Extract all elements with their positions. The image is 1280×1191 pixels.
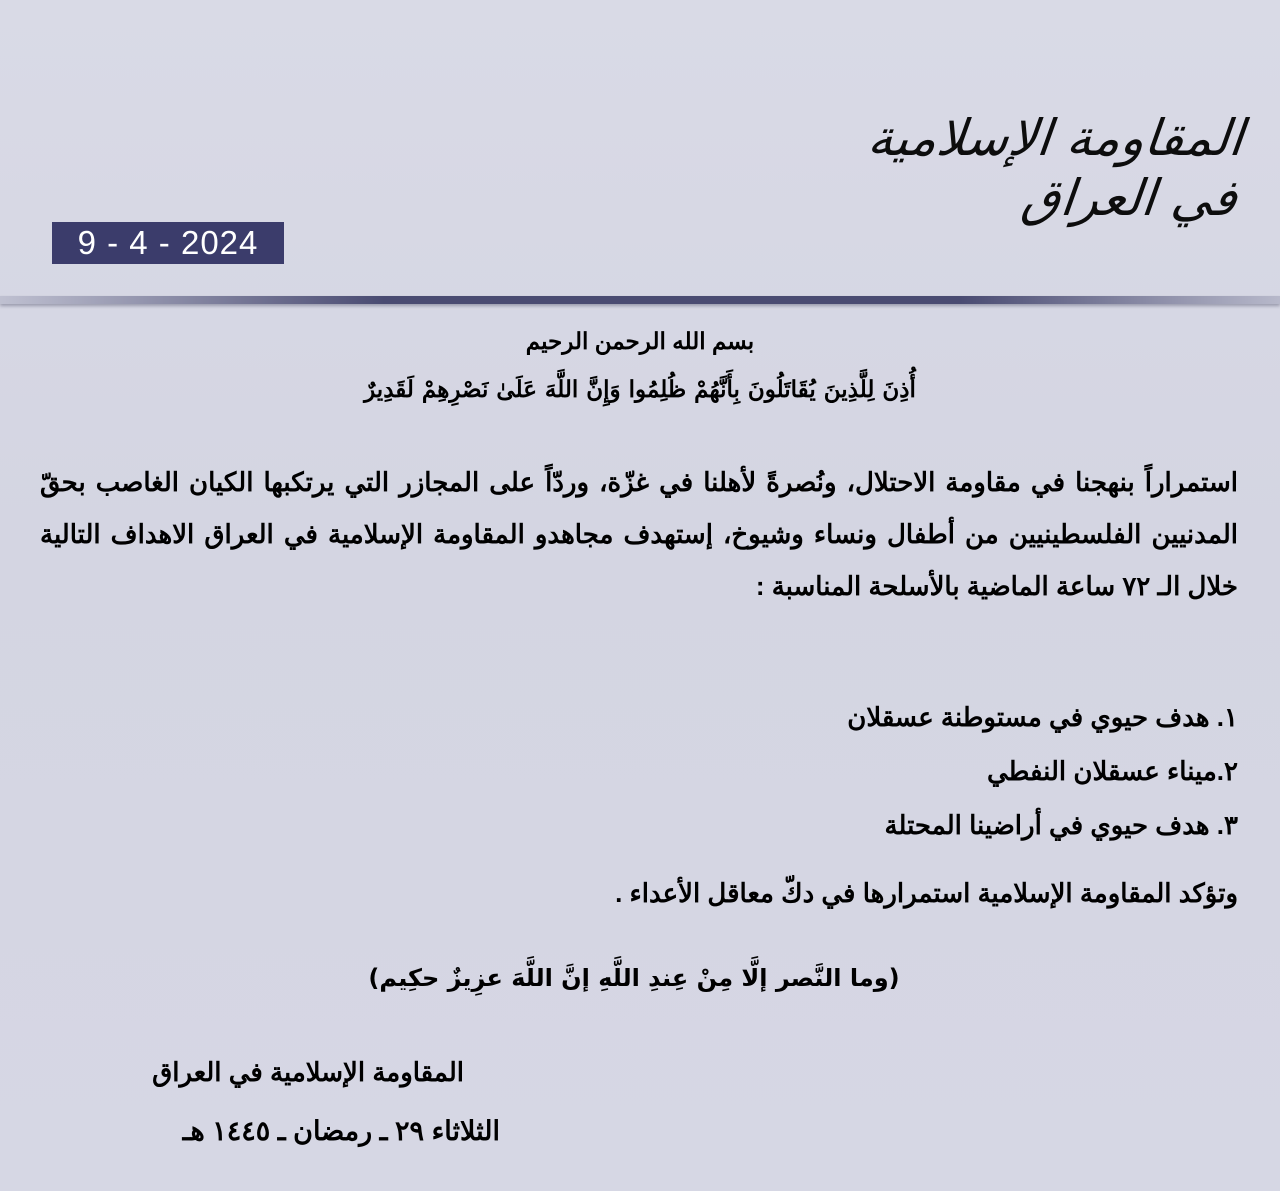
- list-item: ٣. هدف حيوي في أراضينا المحتلة: [884, 810, 1238, 840]
- list-item: ١. هدف حيوي في مستوطنة عسقلان: [847, 702, 1238, 732]
- signature-block: [40, 1048, 500, 1166]
- basmala: بسم الله الرحمن الرحيم: [525, 328, 755, 354]
- signature-date: الثلاثاء ٢٩ ـ رمضان ـ ١٤٤٥ هـ: [182, 1116, 500, 1146]
- quran-quote-text: (وما النَّصر إلَّا مِنْ عِندِ اللَّهِ إنَّ اللَّهَ عزِيزٌ حكِيم): [368, 964, 900, 992]
- quran-quote: [0, 956, 1280, 1000]
- closing-statement: وتؤكد المقاومة الإسلامية استمرارها في دكّ معاقل الأعداء .: [615, 878, 1238, 908]
- statement-body: استمراراً بنهجنا في مقاومة الاحتلال، ونُصرةً لأهلنا في غزّة، وردّاً على المجازر التي يرتكبها الكيان الغاصب بحقّ المدنيين الفلسطينيين من أطفال ونساء وشيوخ، إستهدف مجاهدو المقاومة الإسلامية في العراق الاهداف التالية خلال الـ ٧٢ ساعة الماضية بالأسلحة المناسبة :: [40, 467, 1238, 601]
- header-divider: [0, 296, 1280, 304]
- targets-list: [338, 690, 1238, 852]
- list-item: ٢.ميناء عسقلان النفطي: [986, 756, 1238, 786]
- signature-name: المقاومة الإسلامية في العراق: [152, 1057, 464, 1087]
- organization-logo: المقاومة الإسلامية في العراق: [865, 109, 1247, 227]
- quran-verse: أُذِنَ لِلَّذِينَ يُقَاتَلُونَ بِأَنَّهُمْ ظُلِمُوا وَإِنَّ اللَّهَ عَلَىٰ نَصْرِهِمْ لَقَدِيرٌ: [364, 376, 916, 403]
- date-badge: 9 - 4 - 2024: [52, 222, 284, 264]
